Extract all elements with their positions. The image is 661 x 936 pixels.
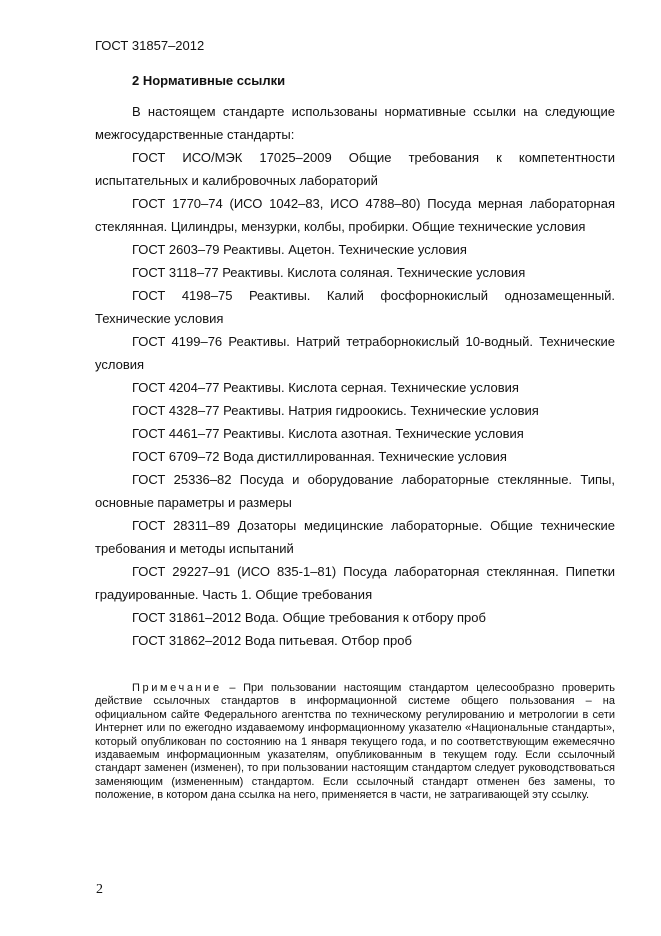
note-text: – При пользовании настоящим стандартом целесообразно проверить действие ссылочных стандартов в информационной системе общего пользования – на официальном сайте Федерального агентства по техническому регулированию и метрологии в сети Интернет или по ежегодно издаваемому информационному указателю «Национальные стандарты», который опубликован по состоянию на 1 января текущего года, и по соответствующим ежемесячно издаваемым информационным указателям, опубликованным в текущем году. Если ссылочный стандарт заменен (изменен), то при пользовании настоящим стандартом следует руководствоваться заменяющим (измененным) стандартом. Если ссылочный стандарт отменен без замены, то положение, в котором дана ссылка на него, применяется в части, не затрагивающей эту ссылку. <box>95 682 615 802</box>
note <box>95 682 615 803</box>
reference-item: ГОСТ 1770–74 (ИСО 1042–83, ИСО 4788–80) Посуда мерная лабораторная стеклянная. Цилиндры, мензурки, колбы, пробирки. Общие технические условия <box>95 196 615 234</box>
reference-item: ГОСТ 31862–2012 Вода питьевая. Отбор проб <box>132 633 412 648</box>
reference-item: ГОСТ ИСО/МЭК 17025–2009 Общие требования к компетентности испытательных и калибровочных лабораторий <box>95 150 615 188</box>
reference-item: ГОСТ 4328–77 Реактивы. Натрия гидроокись. Технические условия <box>132 403 539 418</box>
reference-item: ГОСТ 4199–76 Реактивы. Натрий тетраборнокислый 10-водный. Технические условия <box>95 334 615 372</box>
page-body <box>95 68 615 803</box>
reference-item: ГОСТ 29227–91 (ИСО 835-1–81) Посуда лабораторная стеклянная. Пипетки градуированные. Часть 1. Общие требования <box>95 564 615 602</box>
reference-item: ГОСТ 28311–89 Дозаторы медицинские лабораторные. Общие технические требования и методы испытаний <box>95 518 615 556</box>
reference-item: ГОСТ 25336–82 Посуда и оборудование лабораторные стеклянные. Типы, основные параметры и размеры <box>95 472 615 510</box>
reference-item: ГОСТ 4204–77 Реактивы. Кислота серная. Технические условия <box>132 380 519 395</box>
reference-item: ГОСТ 2603–79 Реактивы. Ацетон. Технические условия <box>132 242 467 257</box>
reference-item: ГОСТ 4198–75 Реактивы. Калий фосфорнокислый однозамещенный. Технические условия <box>95 288 615 326</box>
reference-item: ГОСТ 31861–2012 Вода. Общие требования к отбору проб <box>132 610 486 625</box>
section-title: 2 Нормативные ссылки <box>132 73 286 88</box>
page-number: 2 <box>96 882 103 897</box>
note-label: Примечание <box>132 682 222 694</box>
section-intro: В настоящем стандарте использованы нормативные ссылки на следующие межгосударственные стандарты: <box>95 104 615 142</box>
document-code-header: ГОСТ 31857–2012 <box>95 38 205 53</box>
reference-item: ГОСТ 3118–77 Реактивы. Кислота соляная. Технические условия <box>132 265 526 280</box>
reference-item: ГОСТ 4461–77 Реактивы. Кислота азотная. Технические условия <box>132 426 524 441</box>
reference-item: ГОСТ 6709–72 Вода дистиллированная. Технические условия <box>132 449 507 464</box>
